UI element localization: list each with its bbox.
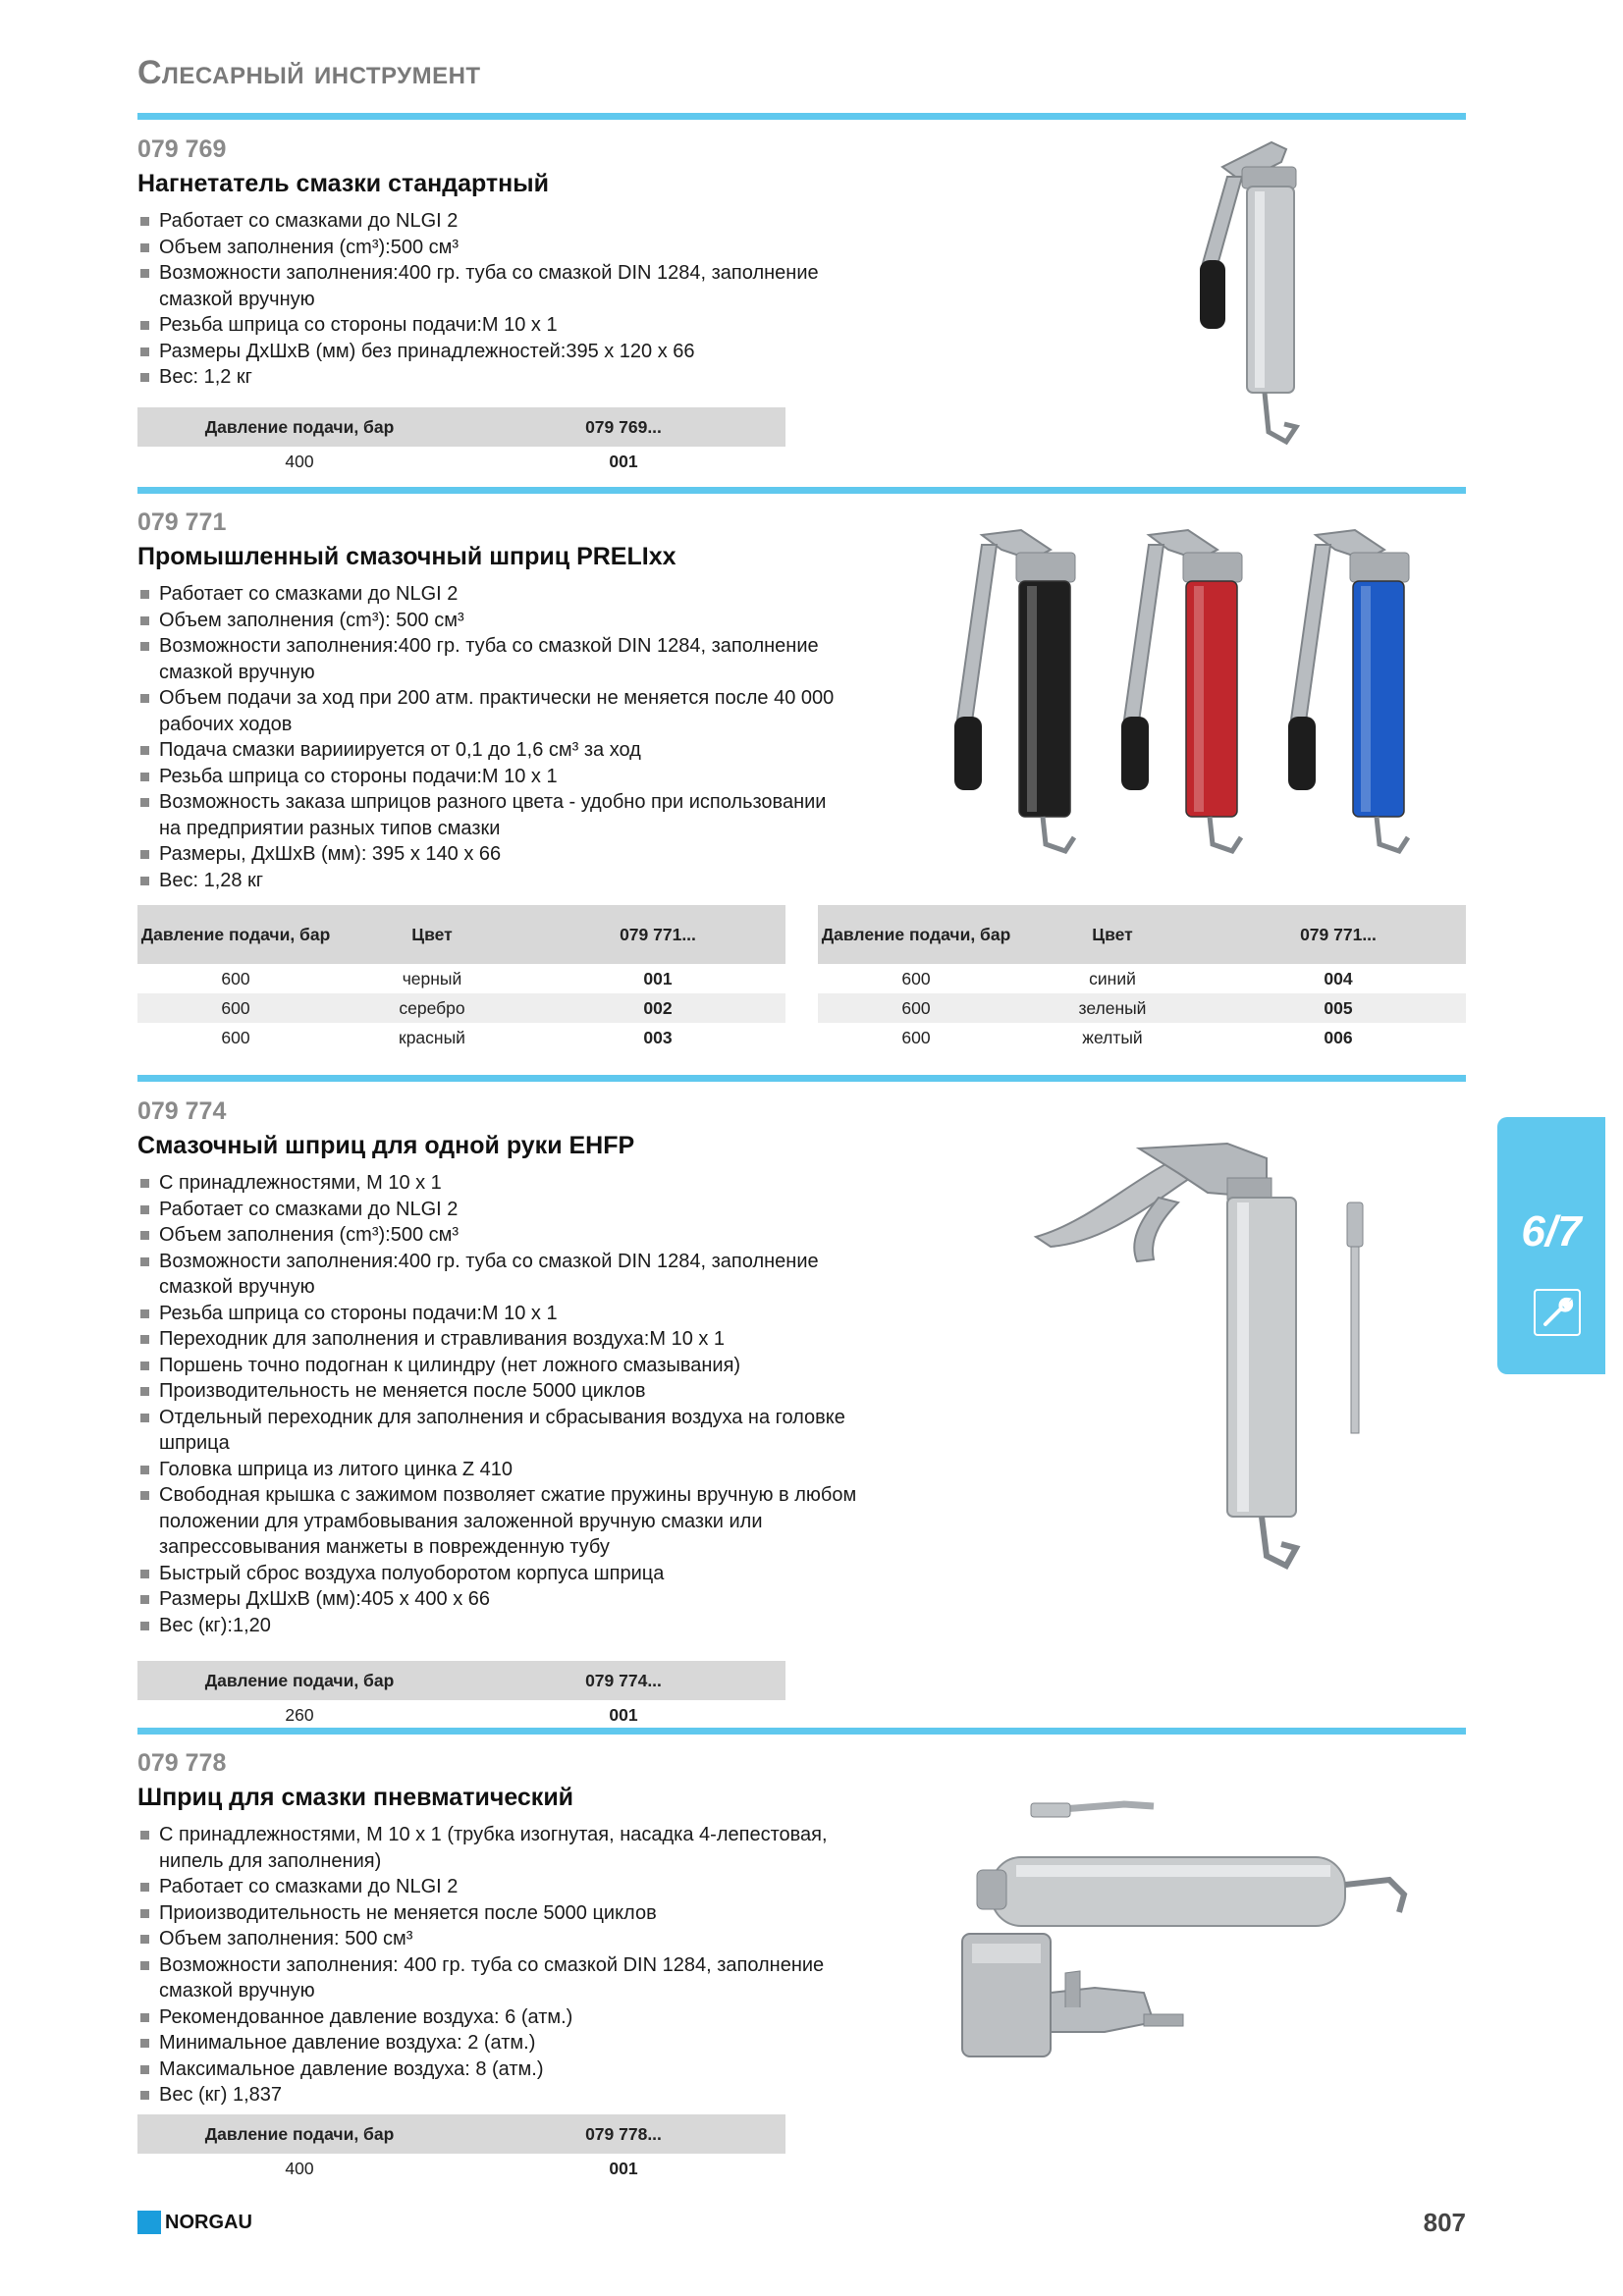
grease-gun-red	[1121, 530, 1242, 851]
section-divider	[137, 487, 1466, 494]
feature-item: Резьба шприца со стороны подачи:M 10 x 1	[137, 764, 844, 790]
table-cell: черный	[402, 968, 462, 988]
section-divider	[137, 1075, 1466, 1082]
table-cell: 600	[137, 993, 334, 1023]
page-number: 807	[1423, 2208, 1466, 2237]
section-tab[interactable]	[1497, 1117, 1605, 1374]
feature-item: Вес: 1,2 кг	[137, 364, 825, 391]
feature-item: Объем подачи за ход при 200 атм. практически не меняется после 40 000 рабочих ходов	[137, 685, 844, 737]
feature-item: Размеры ДхШхВ (мм) без принадлежностей:395 x 120 x 66	[137, 339, 825, 365]
spec-table-right	[818, 905, 1466, 1052]
table-header: Давление подачи, бар	[137, 1661, 461, 1700]
feature-item: Переходник для заполнения и стравливания воздуха:M 10 x 1	[137, 1326, 864, 1353]
feature-item: Вес: 1,28 кг	[137, 868, 844, 894]
product-name: Смазочный шприц для одной руки EHFP	[137, 1132, 635, 1159]
table-cell: 400	[285, 451, 314, 471]
product-name: Шприц для смазки пневматический	[137, 1784, 574, 1811]
feature-item: Возможности заполнения:400 гр. туба со смазкой DIN 1284, заполнение смазкой вручную	[137, 633, 844, 685]
table-row	[818, 1023, 1466, 1052]
product-name: Нагнетатель смазки стандартный	[137, 170, 549, 197]
feature-item: Свободная крышка с зажимом позволяет сжатие пружины вручную в любом положении для утрамбовывания заложенной вручную смазки или запрессовывания манжеты в поврежденную тубу	[137, 1482, 864, 1561]
feature-item: Размеры, ДхШхВ (мм): 395 x 140 x 66	[137, 841, 844, 868]
product-079774	[137, 1097, 864, 1638]
feature-item: Приоизводительность не меняется после 5000 циклов	[137, 1900, 864, 1927]
table-cell: 003	[643, 1027, 673, 1047]
table-cell: зеленый	[1014, 993, 1211, 1023]
table-cell: 600	[901, 1027, 931, 1047]
table-header: Давление подачи, бар	[137, 2114, 461, 2154]
spec-table	[137, 2114, 785, 2183]
feature-item: Работает со смазками до NLGI 2	[137, 1874, 864, 1900]
feature-item: Резьба шприца со стороны подачи:M 10 x 1	[137, 312, 825, 339]
table-row	[137, 1023, 785, 1052]
feature-item: Резьба шприца со стороны подачи:M 10 x 1	[137, 1301, 864, 1327]
table-cell: 600	[901, 968, 931, 988]
one-hand-grease-gun-image	[1031, 1114, 1404, 1605]
feature-item: Вес (кг) 1,837	[137, 2082, 864, 2109]
grease-gun-black	[954, 530, 1075, 851]
table-cell: 260	[285, 1704, 314, 1725]
feature-item: Рекомендованное давление воздуха: 6 (атм.)	[137, 2004, 864, 2031]
table-header: 079 771...	[1211, 905, 1466, 964]
table-row	[137, 2154, 785, 2183]
feature-item: Работает со смазками до NLGI 2	[137, 581, 844, 608]
product-079778	[137, 1749, 864, 2109]
feature-item: Объем заполнения (cm³): 500 см³	[137, 608, 844, 634]
table-header: 079 771...	[530, 905, 785, 964]
table-cell: синий	[1089, 968, 1136, 988]
section-divider	[137, 113, 1466, 120]
table-header: Цвет	[334, 905, 530, 964]
feature-list	[137, 1170, 864, 1638]
spec-table-left	[137, 905, 785, 1052]
feature-item: Возможности заполнения: 400 гр. туба со смазкой DIN 1284, заполнение смазкой вручную	[137, 1952, 864, 2004]
table-cell: желтый	[1082, 1027, 1143, 1047]
product-code: 079 778	[137, 1749, 227, 1777]
feature-item: Головка шприца из литого цинка Z 410	[137, 1457, 864, 1483]
feature-item: Быстрый сброс воздуха полуоборотом корпуса шприца	[137, 1561, 864, 1587]
table-cell: 001	[609, 451, 638, 471]
section-number: 6/7	[1521, 1207, 1582, 1255]
table-header: 079 769...	[461, 407, 785, 447]
table-row	[818, 993, 1466, 1023]
spec-table	[137, 1661, 785, 1730]
grease-gun-blue	[1288, 530, 1409, 851]
feature-item: С принадлежностями, M 10 x 1 (трубка изогнутая, насадка 4-лепестовая, нипель для заполнения)	[137, 1822, 864, 1874]
table-cell: 001	[609, 2158, 638, 2178]
table-header: 079 778...	[461, 2114, 785, 2154]
feature-item: Производительность не меняется после 5000 циклов	[137, 1378, 864, 1405]
table-cell: 001	[643, 968, 673, 988]
feature-item: Отдельный переходник для заполнения и сбрасывания воздуха на головке шприца	[137, 1405, 864, 1457]
feature-item: Работает со смазками до NLGI 2	[137, 1197, 864, 1223]
product-079769	[137, 135, 825, 391]
product-code: 079 771	[137, 508, 227, 536]
table-header: Цвет	[1014, 905, 1211, 964]
feature-item: Максимальное давление воздуха: 8 (атм.)	[137, 2056, 864, 2083]
table-header: 079 774...	[461, 1661, 785, 1700]
wrench-icon	[1534, 1289, 1581, 1336]
grease-gun-color-variants-image	[933, 525, 1424, 859]
brand-name: NORGAU	[165, 2211, 252, 2233]
logo-mark	[137, 2211, 161, 2234]
table-cell: 400	[285, 2158, 314, 2178]
table-cell: 001	[609, 1704, 638, 1725]
feature-item: Вес (кг):1,20	[137, 1613, 864, 1639]
table-cell: серебро	[334, 993, 530, 1023]
product-079771	[137, 508, 844, 893]
spec-table	[137, 407, 785, 476]
feature-item: Минимальное давление воздуха: 2 (атм.)	[137, 2030, 864, 2056]
feature-item: Возможности заполнения:400 гр. туба со смазкой DIN 1284, заполнение смазкой вручную	[137, 1249, 864, 1301]
table-cell: 600	[221, 1027, 250, 1047]
feature-item: Объем заполнения: 500 см³	[137, 1926, 864, 1952]
feature-list	[137, 208, 825, 391]
table-cell: красный	[399, 1027, 465, 1047]
table-cell: 600	[818, 993, 1014, 1023]
product-code: 079 774	[137, 1097, 227, 1125]
table-header: Давление подачи, бар	[137, 905, 334, 964]
table-cell: 600	[221, 968, 250, 988]
feature-item: Объем заполнения (cm³):500 см³	[137, 1222, 864, 1249]
feature-list	[137, 1822, 864, 2109]
product-code: 079 769	[137, 135, 227, 163]
feature-item: Размеры ДхШхВ (мм):405 x 400 x 66	[137, 1586, 864, 1613]
pneumatic-grease-gun-image	[957, 1796, 1409, 2071]
table-row	[137, 993, 785, 1023]
grease-gun-image	[1149, 137, 1316, 471]
product-name: Промышленный смазочный шприц PRELIxx	[137, 543, 676, 570]
feature-list	[137, 581, 844, 893]
section-divider	[137, 1728, 1466, 1735]
feature-item: Поршень точно подогнан к цилиндру (нет ложного смазывания)	[137, 1353, 864, 1379]
table-row	[137, 964, 785, 993]
table-cell: 005	[1211, 993, 1466, 1023]
feature-item: Объем заполнения (cm³):500 см³	[137, 235, 825, 261]
table-header: Давление подачи, бар	[137, 407, 461, 447]
feature-item: Возможности заполнения:400 гр. туба со смазкой DIN 1284, заполнение смазкой вручную	[137, 260, 825, 312]
table-cell: 006	[1324, 1027, 1353, 1047]
table-cell: 002	[530, 993, 785, 1023]
table-row	[137, 447, 785, 476]
feature-item: Подача смазки варииируется от 0,1 до 1,6 см³ за ход	[137, 737, 844, 764]
table-header: Давление подачи, бар	[818, 905, 1014, 964]
table-cell: 004	[1324, 968, 1353, 988]
feature-item: Работает со смазками до NLGI 2	[137, 208, 825, 235]
table-row	[818, 964, 1466, 993]
feature-item: Возможность заказа шприцов разного цвета - удобно при использовании на предприятии разных типов смазки	[137, 789, 844, 841]
feature-item: С принадлежностями, M 10 x 1	[137, 1170, 864, 1197]
table-row	[137, 1700, 785, 1730]
brand-logo	[137, 2211, 252, 2234]
page-title: Слесарный инструмент	[137, 54, 481, 91]
